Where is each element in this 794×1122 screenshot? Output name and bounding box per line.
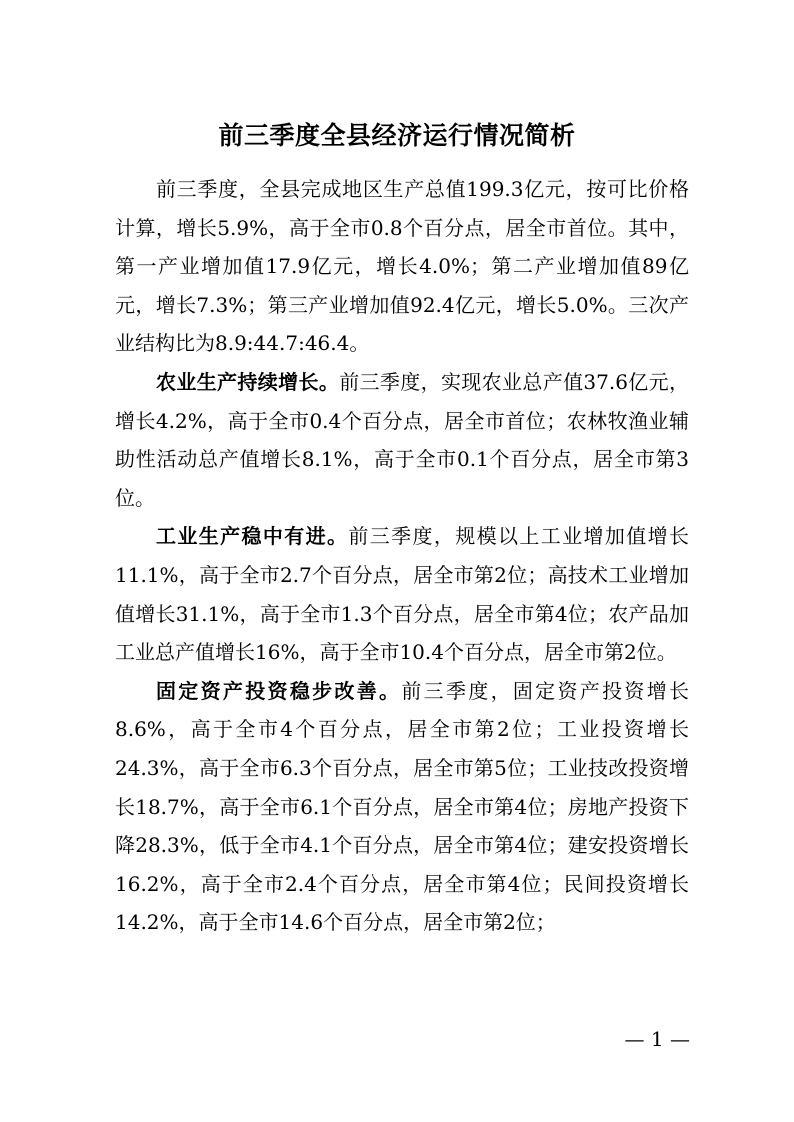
paragraph-text: 前三季度，实现农业总产值37.6亿元，增长4.2%，高于全市0.4个百分点，居全市首位；农林牧渔业辅助性活动总产值增长8.1%，高于全市0.1个百分点，居全市第3位。 xyxy=(115,369,690,510)
document-title: 前三季度全县经济运行情况简析 xyxy=(218,121,576,150)
document-body xyxy=(115,170,689,942)
paragraph-agriculture xyxy=(115,363,689,517)
paragraph-text: 前三季度，规模以上工业增加值增长11.1%，高于全市2.7个百分点，居全市第2位；高技术工业增加值增长31.1%，高于全市1.3个百分点，居全市第4位；农产品加工业总产值增长16%，高于全市10.4个百分点，居全市第2位。 xyxy=(115,524,689,665)
paragraph-text: 前三季度，固定资产投资增长8.6%，高于全市4个百分点，居全市第2位；工业投资增长24.3%，高于全市6.3个百分点，居全市第5位；工业技改投资增长18.7%，高于全市6.1个百分点，居全市第4位；房地产投资下降28.3%，低于全市4.1个百分点，居全市第4位；建安投资增长16.2%，高于全市2.4个百分点，居全市第4位；民间投资增长14.2%，高于全市14.6个百分点，居全市第2位； xyxy=(115,678,690,935)
paragraph-overview xyxy=(115,170,689,363)
paragraph-heading: 农业生产持续增长。 xyxy=(156,369,340,394)
paragraph-text: 前三季度，全县完成地区生产总值199.3亿元，按可比价格计算，增长5.9%，高于全市0.8个百分点，居全市首位。其中，第一产业增加值17.9亿元，增长4.0%；第二产业增加值89亿元，增长7.3%；第三产业增加值92.4亿元，增长5.0%。三次产业结构比为8.9:44.7:46.4。 xyxy=(115,177,689,356)
page-number: — 1 — xyxy=(624,1027,690,1051)
paragraph-investment xyxy=(115,672,689,942)
paragraph-industry xyxy=(115,517,689,671)
paragraph-heading: 固定资产投资稳步改善。 xyxy=(156,678,402,703)
paragraph-heading: 工业生产稳中有进。 xyxy=(156,524,349,549)
